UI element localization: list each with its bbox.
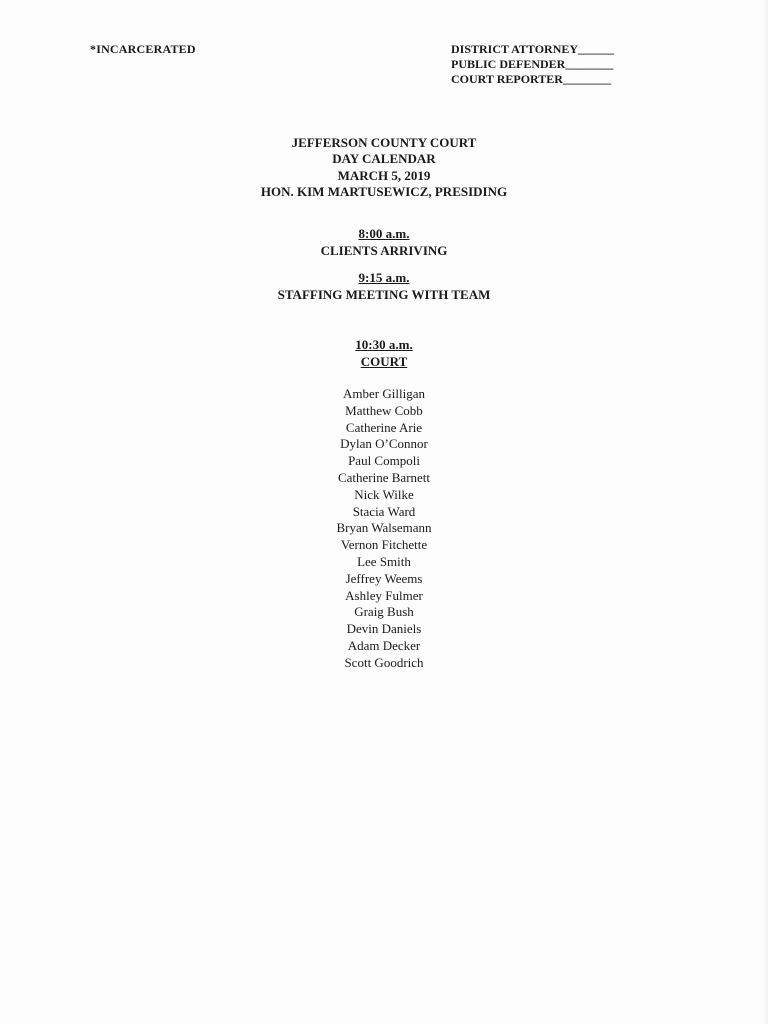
slot-time: 8:00 a.m. bbox=[358, 226, 410, 241]
list-item: Devin Daniels bbox=[346, 621, 422, 637]
court-name-list bbox=[0, 386, 768, 672]
list-item: Catherine Arie bbox=[345, 419, 423, 435]
list-item: Bryan Walsemann bbox=[336, 520, 432, 536]
list-item: Lee Smith bbox=[357, 553, 411, 569]
list-item: Paul Compoli bbox=[348, 453, 420, 469]
list-item: Graig Bush bbox=[354, 604, 414, 620]
signoff-blank: ________ bbox=[565, 57, 614, 71]
slot-time: 10:30 a.m. bbox=[355, 337, 413, 352]
slot-event: CLIENTS ARRIVING bbox=[320, 243, 448, 258]
signoff-label: PUBLIC DEFENDER bbox=[451, 57, 566, 71]
signoff-blank: ______ bbox=[578, 42, 615, 56]
signoff-public-defender bbox=[451, 57, 614, 72]
slot-event: COURT bbox=[360, 354, 408, 369]
list-item: Adam Decker bbox=[347, 637, 421, 653]
calendar-header bbox=[0, 135, 768, 200]
signoff-blank: ________ bbox=[562, 72, 611, 86]
list-item: Catherine Barnett bbox=[337, 469, 431, 485]
signoff-block bbox=[451, 42, 614, 87]
incarcerated-legend: *INCARCERATED bbox=[90, 42, 196, 56]
slot-event: STAFFING MEETING WITH TEAM bbox=[277, 287, 491, 302]
signoff-label: COURT REPORTER bbox=[451, 72, 563, 86]
signoff-district-attorney bbox=[451, 42, 614, 57]
list-item: Nick Wilke bbox=[354, 486, 414, 502]
list-item: Dylan O’Connor bbox=[340, 436, 428, 452]
schedule-slot-clients-arriving bbox=[0, 225, 768, 259]
list-item: Jeffrey Weems bbox=[345, 570, 423, 586]
signoff-court-reporter bbox=[451, 72, 614, 87]
list-item: Amber Gilligan bbox=[343, 386, 425, 401]
list-item: Stacia Ward bbox=[352, 503, 416, 519]
schedule-slot-staffing-meeting bbox=[0, 269, 768, 303]
schedule-slot-court bbox=[0, 336, 768, 370]
calendar-date: MARCH 5, 2019 bbox=[337, 167, 431, 183]
signoff-label: DISTRICT ATTORNEY bbox=[451, 42, 579, 56]
list-item: Vernon Fitchette bbox=[340, 537, 428, 553]
slot-time: 9:15 a.m. bbox=[358, 270, 410, 285]
presiding-judge: HON. KIM MARTUSEWICZ, PRESIDING bbox=[260, 183, 508, 199]
calendar-type: DAY CALENDAR bbox=[332, 151, 436, 167]
list-item: Scott Goodrich bbox=[344, 654, 424, 670]
page-edge-shadow bbox=[762, 0, 768, 1024]
list-item: Matthew Cobb bbox=[345, 402, 423, 418]
court-name: JEFFERSON COUNTY COURT bbox=[291, 135, 477, 150]
list-item: Ashley Fulmer bbox=[345, 587, 423, 603]
